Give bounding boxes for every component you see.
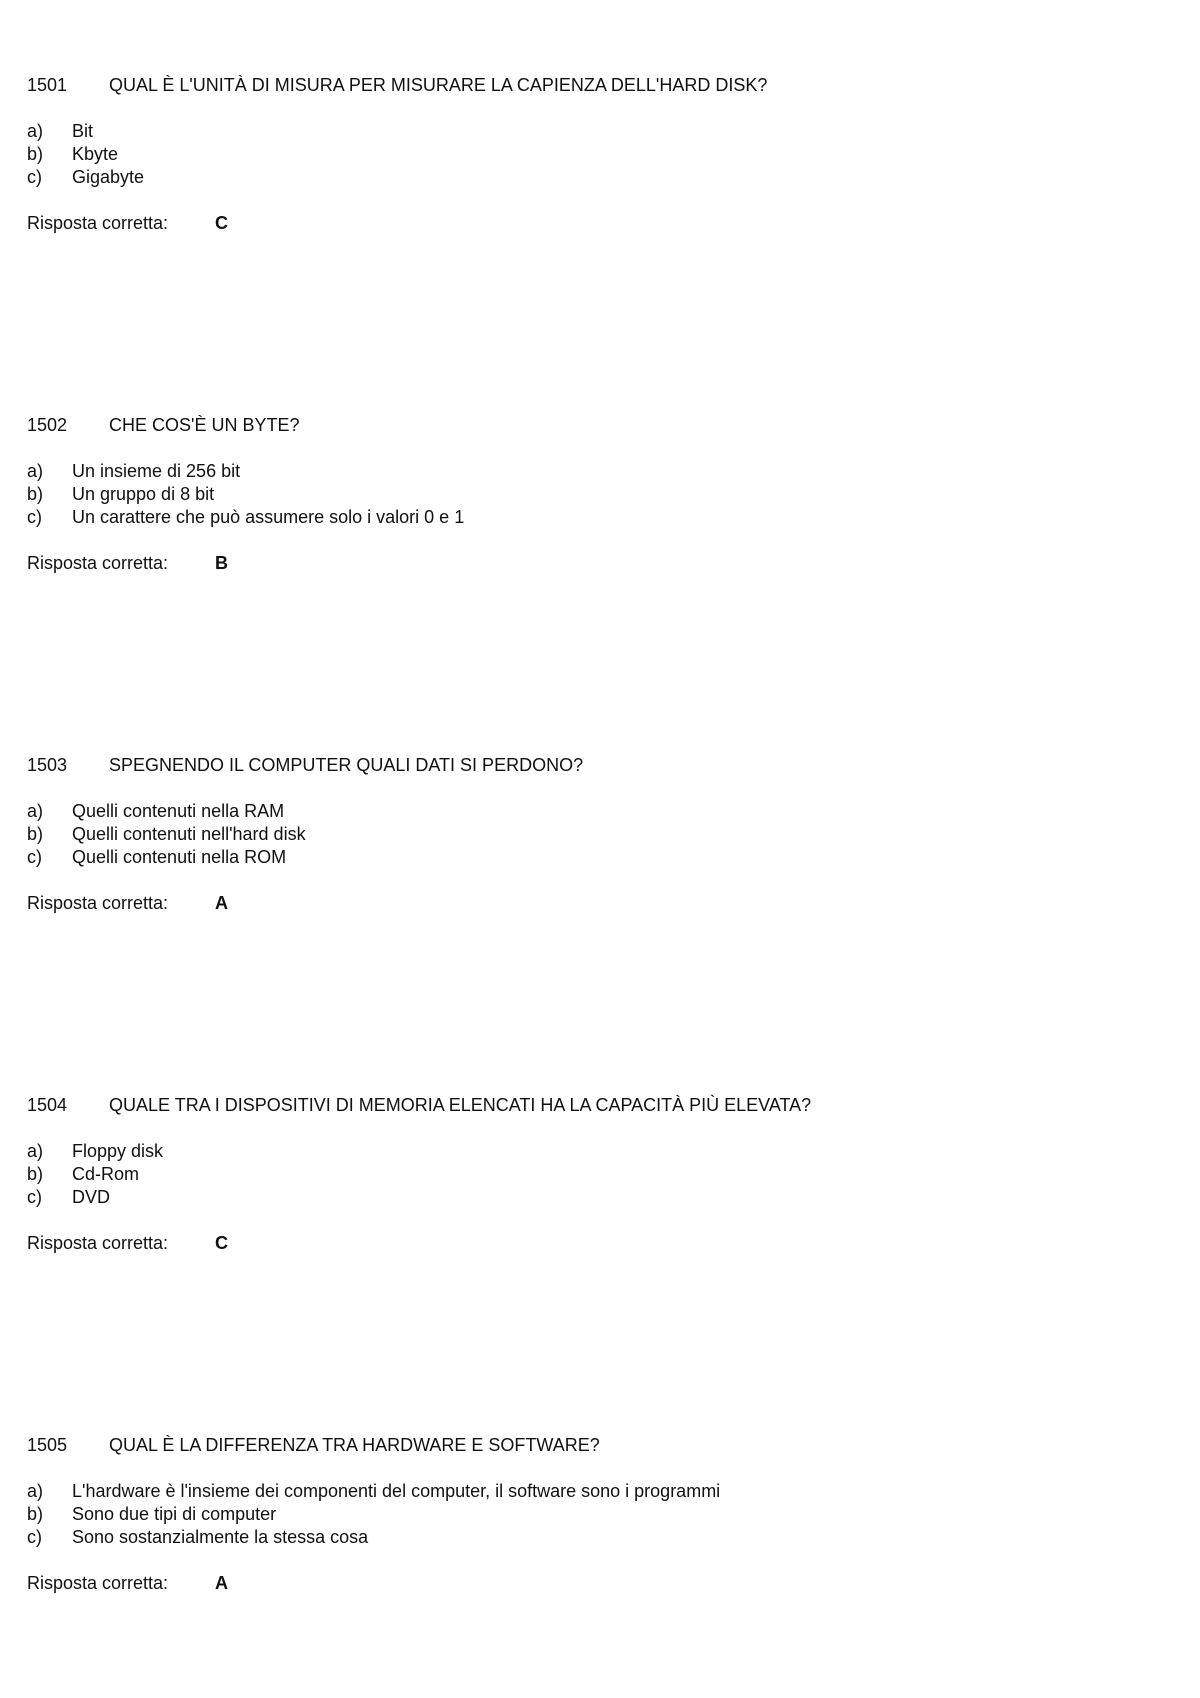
question-title (27, 1094, 1167, 1116)
option-item (27, 506, 1167, 529)
answer-value: A (215, 1573, 228, 1593)
option-letter: a) (27, 1481, 44, 1501)
correct-answer (27, 552, 1167, 574)
options-list (27, 1140, 1167, 1209)
option-item (27, 1503, 1167, 1526)
question-block (27, 414, 1167, 574)
option-text: Cd-Rom (72, 1164, 140, 1184)
option-letter: c) (27, 167, 42, 187)
option-letter: a) (27, 461, 44, 481)
question-title (27, 754, 1167, 776)
option-text: Sono due tipi di computer (72, 1504, 277, 1524)
option-letter: a) (27, 121, 44, 141)
option-letter: b) (27, 1164, 44, 1184)
option-text: Bit (72, 121, 94, 141)
option-text: Quelli contenuti nell'hard disk (72, 824, 306, 844)
question-block (27, 74, 1167, 234)
correct-answer (27, 1572, 1167, 1594)
options-list (27, 120, 1167, 189)
option-item (27, 1186, 1167, 1209)
option-letter: c) (27, 507, 42, 527)
correct-answer (27, 212, 1167, 234)
answer-label: Risposta corretta: (27, 1573, 169, 1593)
option-text: DVD (72, 1187, 111, 1207)
question-number: 1504 (27, 1095, 68, 1115)
option-item (27, 1140, 1167, 1163)
question-number: 1503 (27, 755, 68, 775)
option-letter: c) (27, 1187, 42, 1207)
option-letter: c) (27, 1527, 42, 1547)
answer-value: A (215, 893, 228, 913)
option-item (27, 800, 1167, 823)
question-number: 1501 (27, 75, 68, 95)
answer-label: Risposta corretta: (27, 213, 169, 233)
correct-answer (27, 1232, 1167, 1254)
answer-value: C (215, 213, 228, 233)
options-list (27, 800, 1167, 869)
option-item (27, 166, 1167, 189)
question-text: QUAL È LA DIFFERENZA TRA HARDWARE E SOFTWARE? (109, 1435, 600, 1455)
question-title (27, 414, 1167, 436)
options-list (27, 1480, 1167, 1549)
option-item (27, 483, 1167, 506)
correct-answer (27, 892, 1167, 914)
answer-value: C (215, 1233, 228, 1253)
option-item (27, 1480, 1167, 1503)
question-number: 1502 (27, 415, 68, 435)
option-item (27, 460, 1167, 483)
option-text: Un carattere che può assumere solo i valori 0 e 1 (72, 507, 465, 527)
options-list (27, 460, 1167, 529)
option-text: Sono sostanzialmente la stessa cosa (72, 1527, 369, 1547)
answer-label: Risposta corretta: (27, 1233, 169, 1253)
option-item (27, 143, 1167, 166)
option-text: Un gruppo di 8 bit (72, 484, 215, 504)
option-letter: a) (27, 801, 44, 821)
option-text: Gigabyte (72, 167, 145, 187)
question-title (27, 1434, 1167, 1456)
question-text: QUALE TRA I DISPOSITIVI DI MEMORIA ELENCATI HA LA CAPACITÀ PIÙ ELEVATA? (109, 1095, 812, 1115)
answer-label: Risposta corretta: (27, 893, 169, 913)
option-letter: b) (27, 824, 44, 844)
option-text: L'hardware è l'insieme dei componenti del computer, il software sono i programmi (72, 1481, 721, 1501)
answer-label: Risposta corretta: (27, 553, 169, 573)
answer-value: B (215, 553, 228, 573)
option-item (27, 120, 1167, 143)
option-text: Floppy disk (72, 1141, 164, 1161)
question-block (27, 1434, 1167, 1594)
option-text: Quelli contenuti nella ROM (72, 847, 287, 867)
question-title (27, 74, 1167, 96)
option-item (27, 823, 1167, 846)
option-text: Quelli contenuti nella RAM (72, 801, 285, 821)
option-text: Un insieme di 256 bit (72, 461, 241, 481)
option-letter: c) (27, 847, 42, 867)
option-letter: b) (27, 144, 44, 164)
question-text: SPEGNENDO IL COMPUTER QUALI DATI SI PERDONO? (109, 755, 584, 775)
question-block (27, 1094, 1167, 1254)
option-letter: b) (27, 1504, 44, 1524)
question-text: CHE COS'È UN BYTE? (109, 415, 300, 435)
option-item (27, 846, 1167, 869)
question-block (27, 754, 1167, 914)
option-item (27, 1526, 1167, 1549)
option-letter: b) (27, 484, 44, 504)
option-text: Kbyte (72, 144, 119, 164)
option-letter: a) (27, 1141, 44, 1161)
option-item (27, 1163, 1167, 1186)
question-number: 1505 (27, 1435, 68, 1455)
question-text: QUAL È L'UNITÀ DI MISURA PER MISURARE LA CAPIENZA DELL'HARD DISK? (109, 75, 768, 95)
